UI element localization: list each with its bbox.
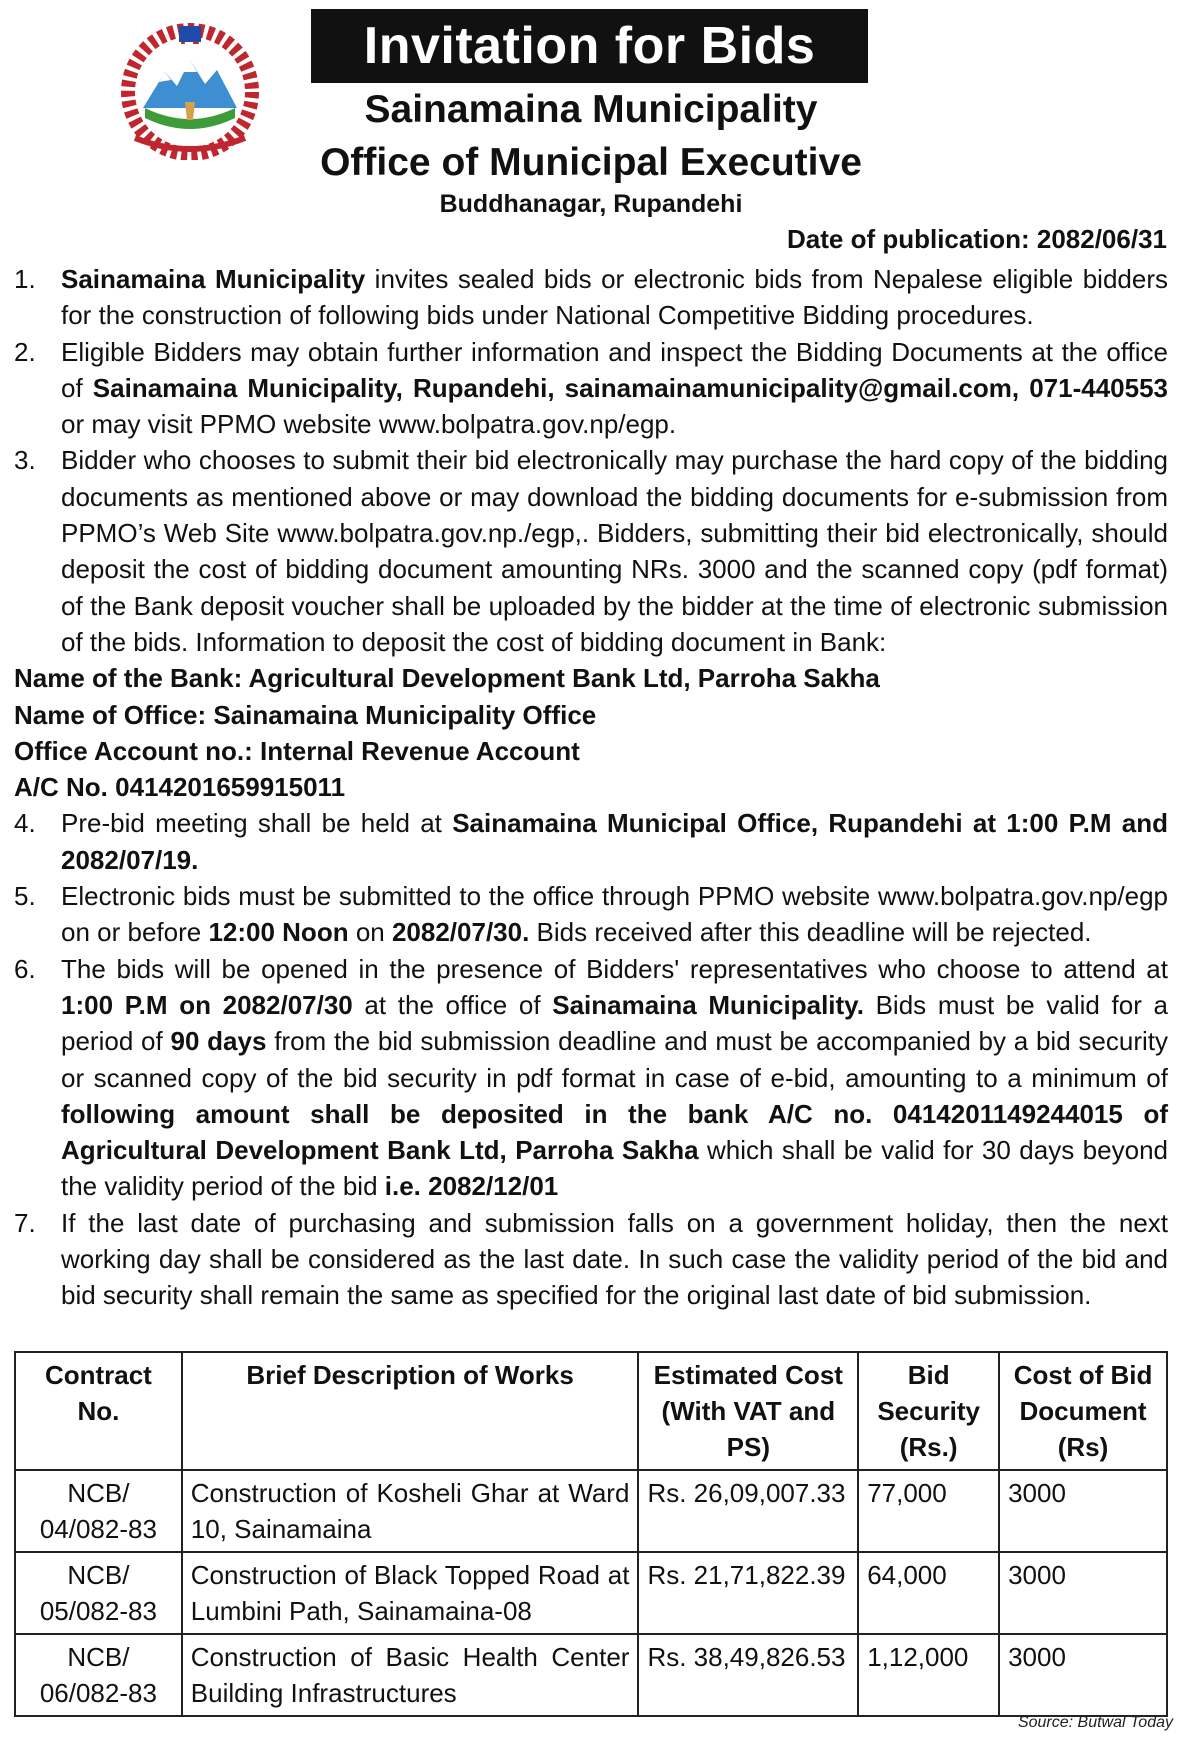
header-cost-of-document: Cost of Bid Document (Rs) (999, 1352, 1167, 1470)
clause-6 (14, 951, 1168, 1205)
clause-text: Bidder who chooses to submit their bid electronically may purchase the hard copy of the bidding documents as mentioned above or may download the bidding documents for e-submission from PPMO’s Web Site www.bolpatra.gov.np./egp,. Bidders, submitting their bid electronically, should deposit the cost of bidding document amounting NRs. 3000 and the scanned copy (pdf format) of the Bank deposit voucher shall be uploaded by the bidder at the time of electronic submission of the bids. Information to deposit the cost of bidding document in Bank: (61, 445, 1168, 657)
bid-security: 77,000 (858, 1470, 999, 1552)
bids-table (14, 1351, 1168, 1717)
clause-plain: Pre-bid meeting shall be held at (61, 808, 453, 839)
page-title: Invitation for Bids (311, 9, 868, 83)
clause-text (61, 951, 1168, 1205)
deadline-time: 12:00 Noon (208, 917, 349, 948)
header-description: Brief Description of Works (182, 1352, 639, 1470)
clause-bold: Sainamaina Municipality (61, 264, 366, 294)
clause-5 (14, 878, 1168, 951)
clause-text: If the last date of purchasing and submission falls on a government holiday, then the next working day shall be considered as the last date. In such case the validity period of the bid and bid security shall remain the same as specified for the original last date of bid submission. (61, 1207, 1168, 1311)
clause-7 (14, 1205, 1168, 1314)
bank-name: Name of the Bank: Agricultural Development Bank Ltd, Parroha Sakha (14, 663, 880, 694)
clause-text (61, 805, 1168, 878)
contract-no: NCB/ 05/082-83 (15, 1552, 182, 1634)
clause-plain: Bids must be valid for a period of (61, 989, 1168, 1057)
municipality-name: Sainamaina Municipality (364, 88, 818, 131)
clause-2 (14, 334, 1168, 443)
work-description: Construction of Black Topped Road at Lumbini Path, Sainamaina-08 (182, 1552, 639, 1634)
clause-number: 5. (14, 881, 36, 912)
clause-plain: Electronic bids must be submitted to the office through PPMO website www.bolpatra.gov.np/egp on or before (61, 881, 1168, 948)
work-description: Construction of Basic Health Center Building Infrastructures (182, 1634, 639, 1716)
clause-number: 7. (14, 1207, 36, 1238)
bank-account-type: Office Account no.: Internal Revenue Account (14, 735, 580, 766)
clause-1 (14, 261, 1168, 334)
clause-bold: 1:00 P.M on 2082/07/30 (61, 989, 353, 1020)
table-header-row (15, 1352, 1167, 1470)
estimated-cost: Rs. 26,09,007.33 (638, 1470, 858, 1552)
work-description: Construction of Kosheli Ghar at Ward 10, Sainamaina (182, 1470, 639, 1552)
bank-office-name: Name of Office: Sainamaina Municipality Office (14, 699, 597, 730)
clause-number: 1. (14, 264, 36, 294)
table-row (15, 1634, 1167, 1716)
document-cost: 3000 (999, 1552, 1167, 1634)
clause-text (61, 261, 1168, 334)
clause-plain: Eligible Bidders may obtain further information and inspect the Bidding Documents at the office of (61, 336, 1168, 403)
source-credit: Source: Butwal Today (1017, 1714, 1173, 1731)
clause-plain: The bids will be opened in the presence of Bidders' representatives who choose to attend at (61, 953, 1168, 984)
clause-bold: i.e. 2082/12/01 (384, 1171, 559, 1202)
clause-bold: Sainamaina Municipal Office, Rupandehi at 1:00 P.M and 2082/07/19. (61, 808, 1168, 875)
clause-text (61, 878, 1168, 951)
contract-no: NCB/ 04/082-83 (15, 1470, 182, 1552)
clause-plain: or may visit PPMO website www.bolpatra.gov.np/egp. (61, 409, 677, 440)
bid-security: 1,12,000 (858, 1634, 999, 1716)
clause-number: 4. (14, 808, 36, 839)
header-bid-security: Bid Security (Rs.) (858, 1352, 999, 1470)
clause-plain: which shall be valid for 30 days beyond the validity period of the bid (61, 1135, 1168, 1202)
header-estimated-cost: Estimated Cost (With VAT and PS) (638, 1352, 858, 1470)
clause-number: 2. (14, 336, 36, 367)
clause-plain: Bids received after this deadline will be rejected. (529, 917, 1092, 948)
clause-plain: on (348, 917, 392, 948)
document-cost: 3000 (999, 1634, 1167, 1716)
header-contract-no: Contract No. (15, 1352, 182, 1470)
clause-text (61, 334, 1168, 443)
estimated-cost: Rs. 21,71,822.39 (638, 1552, 858, 1634)
table-row (15, 1552, 1167, 1634)
bank-account-number: A/C No. 0414201659915011 (14, 772, 346, 803)
deadline-date: 2082/07/30. (391, 917, 530, 948)
clause-bold: Sainamaina Municipality. (552, 989, 864, 1020)
table-row (15, 1470, 1167, 1552)
bid-security: 64,000 (858, 1552, 999, 1634)
clause-plain: at the office of (352, 989, 553, 1020)
notice-body (14, 261, 1168, 1314)
clause-bold: 90 days (170, 1026, 267, 1057)
contact-details: Sainamaina Municipality, Rupandehi, sainamainamunicipality@gmail.com, 071-440553 (92, 372, 1168, 403)
clause-4 (14, 805, 1168, 878)
clause-plain: invites sealed bids or electronic bids from Nepalese eligible bidders for the construction of following bids under National Competitive Bidding procedures. (61, 264, 1168, 331)
clause-number: 6. (14, 953, 36, 984)
clause-number: 3. (14, 445, 36, 476)
clause-3 (14, 442, 1168, 660)
document-cost: 3000 (999, 1470, 1167, 1552)
clause-bold: following amount shall be deposited in the bank A/C no. 0414201149244015 of Agricultural Development Bank Ltd, Parroha Sakha (61, 1098, 1168, 1166)
office-address: Buddhanagar, Rupandehi (439, 190, 743, 218)
clause-plain: from the bid submission deadline and must be accompanied by a bid security or scanned copy of the bid security in pdf format in case of e-bid, amounting to a minimum of (61, 1026, 1169, 1093)
publication-date: Date of publication: 2082/06/31 (786, 224, 1167, 254)
contract-no: NCB/ 06/082-83 (15, 1634, 182, 1716)
estimated-cost: Rs. 38,49,826.53 (638, 1634, 858, 1716)
office-name: Office of Municipal Executive (320, 141, 862, 184)
